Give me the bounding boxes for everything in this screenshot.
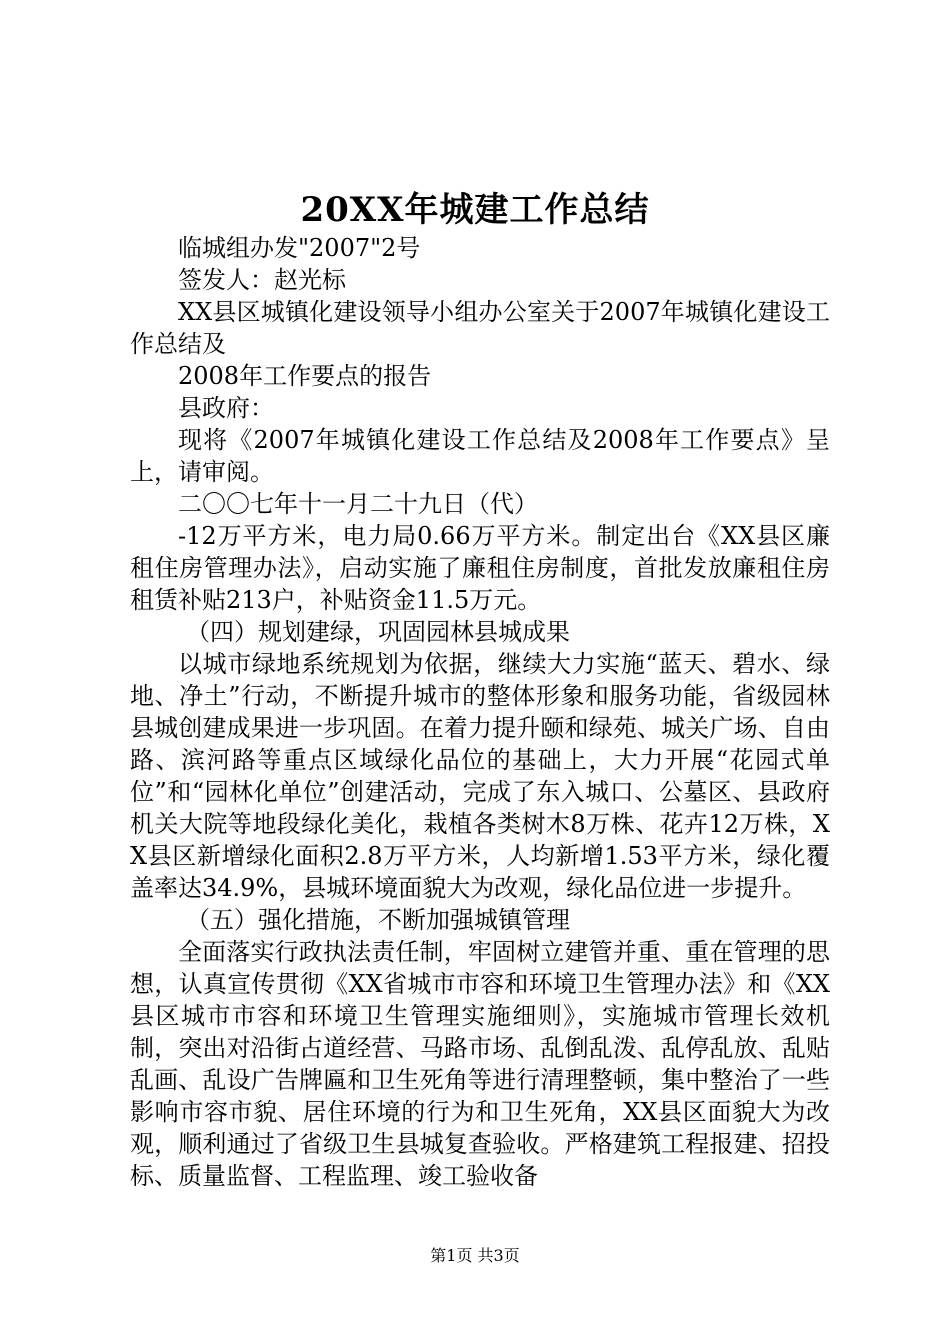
recipient-line: 县政府： xyxy=(178,394,274,422)
section-heading-4: （四）规划建绿，巩固园林县城成果 xyxy=(186,618,570,646)
doc-number: 临城组办发"2007"2号 xyxy=(178,234,421,262)
page-footer: 第1页 共3页 xyxy=(430,1246,520,1265)
document-body xyxy=(130,232,830,1192)
section-heading-5: （五）强化措施，不断加强城镇管理 xyxy=(186,906,570,934)
document-title: 20XX年城建工作总结 xyxy=(300,190,650,230)
issuer-line: 签发人：赵光标 xyxy=(178,266,346,294)
body-paragraph: 全面落实行政执法责任制，牢固树立建管并重、重在管理的思想，认真宣传贯彻《XX省城市市容和环境卫生管理办法》和《XX县区城市市容和环境卫生管理实施细则》，实施城市管理长效机制，突出对沿街占道经营、马路市场、乱倒乱泼、乱停乱放、乱贴乱画、乱设广告牌匾和卫生死角等进行清理整顿，集中整治了一些影响市容市貌、居住环境的行为和卫生死角，XX县区面貌大为改观，顺利通过了省级卫生县城复查验收。严格建筑工程报建、招投标、质量监督、工程监理、竣工验收备 xyxy=(130,938,830,1190)
submission-paragraph: 现将《2007年城镇化建设工作总结及2008年工作要点》呈上，请审阅。 xyxy=(130,426,830,486)
body-paragraph: -12万平方米，电力局0.66万平方米。制定出台《XX县区廉租住房管理办法》，启动实施了廉租住房制度，首批发放廉租住房租赁补贴213户，补贴资金11.5万元。 xyxy=(130,522,830,614)
report-heading-line-1: XX县区城镇化建设领导小组办公室关于2007年城镇化建设工作总结及 xyxy=(130,298,830,358)
date-line: 二〇〇七年十一月二十九日（代） xyxy=(178,490,538,518)
body-paragraph: 以城市绿地系统规划为依据，继续大力实施“蓝天、碧水、绿地、净土”行动，不断提升城市的整体形象和服务功能，省级园林县城创建成果进一步巩固。在着力提升颐和绿苑、城关广场、自由路、滨河路等重点区域绿化品位的基础上，大力开展“花园式单位”和“园林化单位”创建活动，完成了东入城口、公墓区、县政府机关大院等地段绿化美化，栽植各类树木8万株、花卉12万株，XX县区新增绿化面积2.8万平方米，人均新增1.53平方米，绿化覆盖率达34.9%，县城环境面貌大为改观，绿化品位进一步提升。 xyxy=(130,650,830,902)
report-heading-line-2: 2008年工作要点的报告 xyxy=(178,362,432,390)
